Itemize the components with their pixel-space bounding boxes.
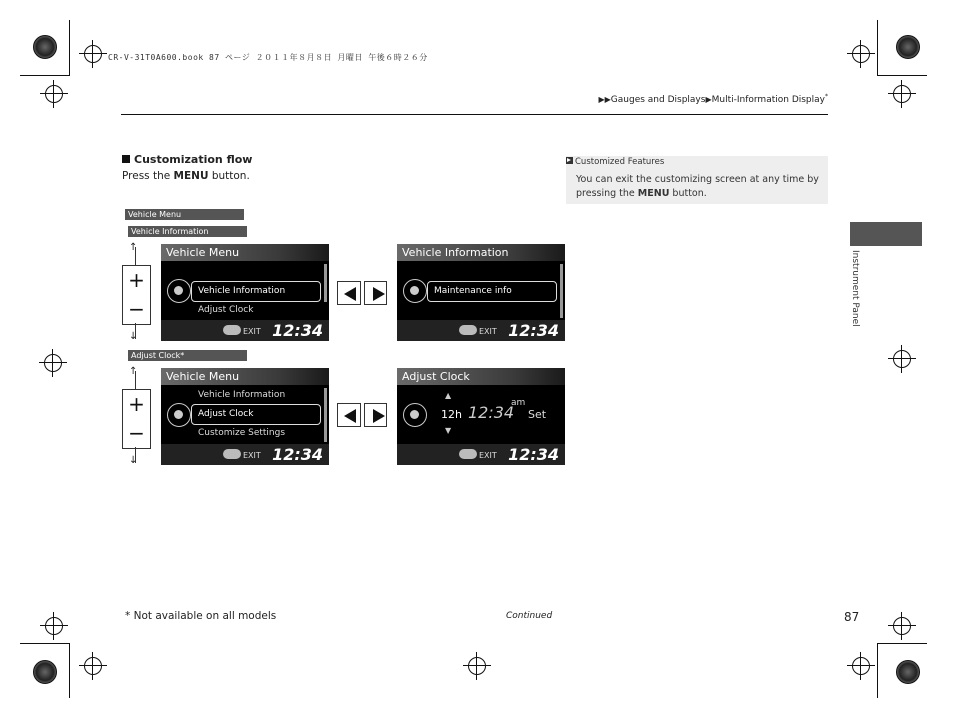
screen-adjust-clock bbox=[397, 368, 565, 465]
scrollbar bbox=[324, 264, 327, 302]
right-arrow-button bbox=[364, 281, 388, 305]
continued-label: Continued bbox=[506, 611, 553, 621]
registration-mark-icon bbox=[893, 617, 911, 635]
registration-mark-icon bbox=[45, 85, 63, 103]
ampm-indicator: am bbox=[511, 398, 526, 408]
scrollbar bbox=[560, 264, 563, 318]
crop-mark bbox=[877, 643, 878, 698]
menu-item: Adjust Clock bbox=[198, 305, 254, 315]
crop-mark bbox=[69, 643, 70, 698]
menu-item: Customize Settings bbox=[198, 428, 286, 438]
menu-exit bbox=[459, 449, 497, 460]
down-arrow-icon: ↓ bbox=[129, 331, 138, 342]
crop-mark bbox=[69, 20, 70, 75]
note-body-post: button. bbox=[669, 188, 707, 199]
label-adjust-clock: Adjust Clock* bbox=[128, 350, 247, 361]
up-arrow-icon: ↑ bbox=[129, 366, 138, 377]
reference-arrow-icon bbox=[566, 157, 573, 164]
selector-dial-icon bbox=[167, 279, 191, 303]
screen-title: Vehicle Menu bbox=[161, 368, 329, 385]
chapter-tab bbox=[850, 222, 922, 246]
down-triangle-icon: ▼ bbox=[445, 426, 452, 435]
instruction bbox=[122, 170, 250, 182]
menu-item: Vehicle Information bbox=[198, 390, 286, 400]
registration-mark-icon bbox=[852, 657, 870, 675]
hour-mode: 12h bbox=[441, 408, 462, 421]
left-arrow-button bbox=[337, 403, 361, 427]
plus-minus-control bbox=[122, 389, 151, 449]
screen-footer bbox=[397, 320, 565, 341]
menu-button-icon bbox=[459, 325, 477, 335]
menu-button-icon bbox=[223, 449, 241, 459]
minus-icon: − bbox=[128, 297, 145, 321]
instruction-pre: Press the bbox=[122, 170, 174, 182]
note-title bbox=[566, 157, 664, 167]
set-option: Set bbox=[528, 408, 547, 421]
arrow-icon: ▶ bbox=[705, 95, 712, 104]
registration-mark-icon bbox=[893, 350, 911, 368]
registration-mark-icon bbox=[45, 617, 63, 635]
up-triangle-icon: ▲ bbox=[445, 391, 452, 400]
screen-vehicle-menu-adjust bbox=[161, 368, 329, 465]
clock-display: 12:34 bbox=[508, 321, 559, 340]
screen-title: Vehicle Menu bbox=[161, 244, 329, 261]
breadcrumb-part2: Multi-Information Display bbox=[711, 95, 825, 105]
breadcrumb-asterisk: * bbox=[825, 93, 828, 100]
right-arrow-button bbox=[364, 403, 388, 427]
crop-mark bbox=[20, 75, 70, 76]
registration-target-icon bbox=[33, 660, 57, 684]
scrollbar bbox=[324, 388, 327, 442]
screen-vehicle-menu bbox=[161, 244, 329, 341]
registration-mark-icon bbox=[44, 354, 62, 372]
clock-display: 12:34 bbox=[272, 321, 323, 340]
note-menu-label: MENU bbox=[637, 188, 670, 199]
crop-mark bbox=[877, 75, 927, 76]
up-arrow-icon: ↑ bbox=[129, 242, 138, 253]
registration-mark-icon bbox=[852, 45, 870, 63]
screen-footer bbox=[161, 320, 329, 341]
plus-icon: + bbox=[128, 268, 145, 292]
menu-exit bbox=[223, 325, 261, 336]
menu-exit bbox=[223, 449, 261, 460]
registration-target-icon bbox=[896, 35, 920, 59]
plus-minus-control bbox=[122, 265, 151, 325]
menu-button-label: MENU bbox=[173, 170, 209, 182]
selected-item: Adjust Clock bbox=[191, 404, 321, 425]
chapter-label: Instrument Panel bbox=[850, 250, 860, 327]
crop-mark bbox=[877, 20, 878, 75]
menu-button-icon bbox=[459, 449, 477, 459]
crop-mark bbox=[20, 643, 70, 644]
menu-exit bbox=[459, 325, 497, 336]
exit-text: EXIT bbox=[479, 451, 497, 460]
selector-dial-icon bbox=[167, 403, 191, 427]
registration-target-icon bbox=[896, 660, 920, 684]
note-body bbox=[576, 173, 821, 201]
square-bullet-icon bbox=[122, 155, 130, 163]
label-vehicle-menu: Vehicle Menu bbox=[125, 209, 244, 220]
clock-display: 12:34 bbox=[272, 445, 323, 464]
section-title-text: Customization flow bbox=[134, 153, 253, 166]
note-body-pre: You can exit the customizing screen at any time by pressing the bbox=[576, 174, 819, 199]
screen-footer bbox=[161, 444, 329, 465]
page-number: 87 bbox=[844, 610, 860, 624]
exit-text: EXIT bbox=[243, 451, 261, 460]
section-title bbox=[122, 153, 252, 166]
registration-mark-icon bbox=[893, 85, 911, 103]
selector-dial-icon bbox=[403, 279, 427, 303]
navigation-arrows bbox=[337, 403, 387, 427]
breadcrumb bbox=[598, 93, 828, 105]
menu-button-icon bbox=[223, 325, 241, 335]
registration-mark-icon bbox=[84, 45, 102, 63]
breadcrumb-part1: Gauges and Displays bbox=[610, 95, 706, 105]
exit-text: EXIT bbox=[243, 327, 261, 336]
label-vehicle-information: Vehicle Information bbox=[128, 226, 247, 237]
screen-vehicle-information bbox=[397, 244, 565, 341]
footnote: * Not available on all models bbox=[125, 610, 277, 622]
registration-target-icon bbox=[33, 35, 57, 59]
left-arrow-button bbox=[337, 281, 361, 305]
screen-footer bbox=[397, 444, 565, 465]
selected-item: Vehicle Information bbox=[191, 281, 321, 302]
crop-mark bbox=[877, 643, 927, 644]
clock-setting: 12:34 bbox=[468, 403, 515, 422]
minus-icon: − bbox=[128, 421, 145, 445]
clock-display: 12:34 bbox=[508, 445, 559, 464]
registration-mark-icon bbox=[84, 657, 102, 675]
registration-mark-icon bbox=[468, 657, 486, 675]
down-arrow-icon: ↓ bbox=[129, 455, 138, 466]
screen-title: Adjust Clock bbox=[397, 368, 565, 385]
double-arrow-icon: ▶▶ bbox=[598, 95, 611, 104]
selector-dial-icon bbox=[403, 403, 427, 427]
print-header: CR-V-31T0A600.book 87 ページ ２０１１年８月８日 月曜日 午後６時２６分 bbox=[108, 53, 428, 62]
screen-title: Vehicle Information bbox=[397, 244, 565, 261]
exit-text: EXIT bbox=[479, 327, 497, 336]
instruction-post: button. bbox=[208, 170, 250, 182]
note-title-text: Customized Features bbox=[575, 157, 665, 167]
plus-icon: + bbox=[128, 392, 145, 416]
header-rule bbox=[121, 114, 828, 115]
navigation-arrows bbox=[337, 281, 387, 305]
selected-item: Maintenance info bbox=[427, 281, 557, 302]
